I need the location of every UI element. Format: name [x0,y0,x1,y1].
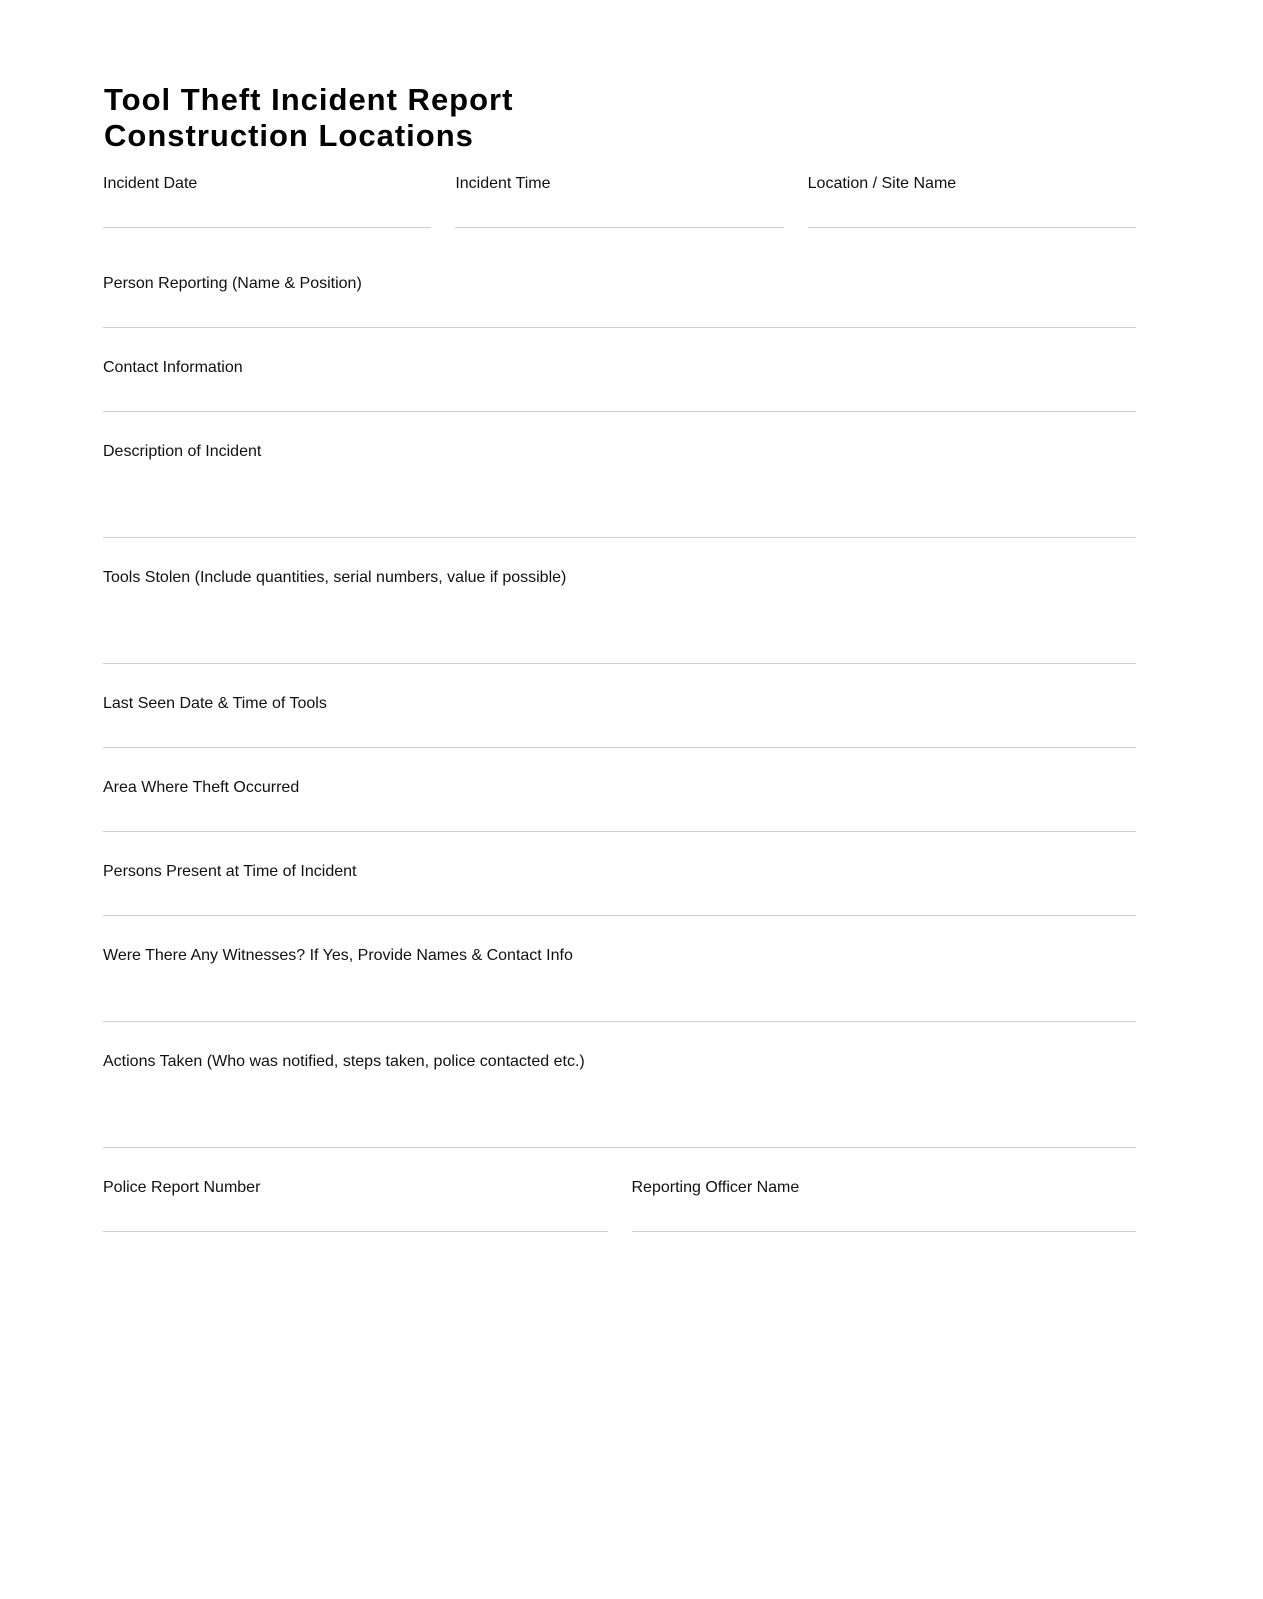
contact-field[interactable] [103,328,1136,412]
actions-label: Actions Taken (Who was notified, steps taken, police contacted etc.) [103,1053,585,1070]
tools-stolen-label: Tools Stolen (Include quantities, serial numbers, value if possible) [103,569,567,586]
location-field[interactable] [808,175,1136,228]
persons-present-label: Persons Present at Time of Incident [103,863,357,880]
witnesses-label: Were There Any Witnesses? If Yes, Provide Names & Contact Info [103,947,573,964]
tools-stolen-field[interactable] [103,538,1136,664]
incident-time-label: Incident Time [455,175,551,192]
description-field[interactable] [103,412,1136,538]
police-report-field[interactable] [103,1148,608,1232]
witnesses-field[interactable] [103,916,1136,1022]
incident-date-field[interactable] [103,175,431,228]
incident-time-field[interactable] [455,175,783,228]
police-report-label: Police Report Number [103,1179,261,1196]
area-field[interactable] [103,748,1136,832]
description-label: Description of Incident [103,443,262,460]
contact-label: Contact Information [103,359,243,376]
last-seen-field[interactable] [103,664,1136,748]
officer-name-field[interactable] [632,1148,1137,1232]
last-seen-label: Last Seen Date & Time of Tools [103,695,327,712]
location-label: Location / Site Name [807,175,957,192]
officer-name-label: Reporting Officer Name [631,1179,800,1196]
incident-date-label: Incident Date [103,175,198,192]
actions-field[interactable] [103,1022,1136,1148]
persons-present-field[interactable] [103,832,1136,916]
incident-form [103,175,1136,1232]
person-reporting-field[interactable] [103,228,1136,328]
title-line-2: Construction Locations [104,118,474,153]
title-line-1: Tool Theft Incident Report [104,82,514,117]
area-label: Area Where Theft Occurred [103,779,300,796]
person-reporting-label: Person Reporting (Name & Position) [103,275,362,292]
page-title [104,82,513,154]
